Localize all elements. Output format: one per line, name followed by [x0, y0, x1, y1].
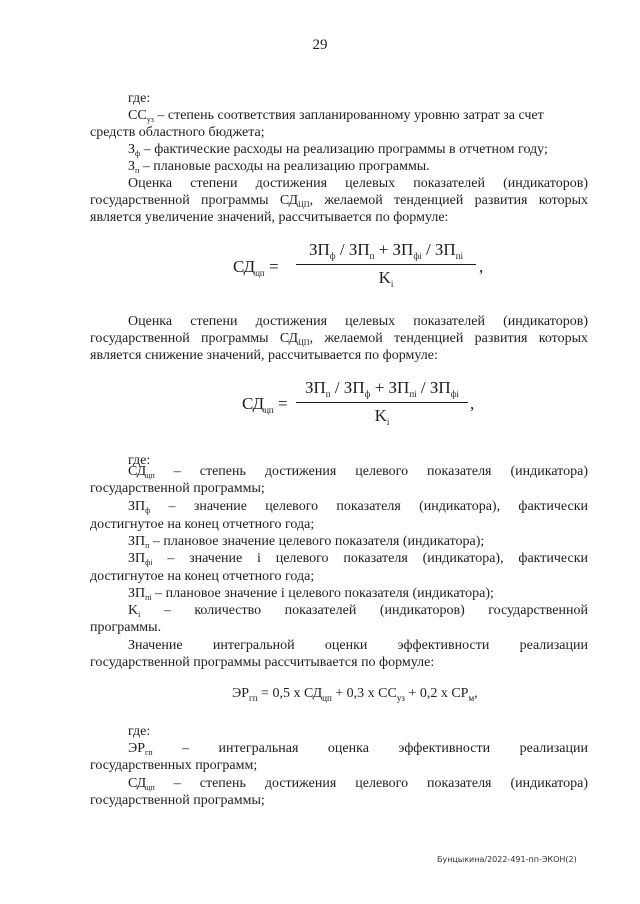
formula-3: $ЭР_{гп} = 0,5$ х $СД_{цп} + 0,3$ х $СС_{уз} + 0,2$ х $СР_м$,	[232, 686, 478, 703]
document-footer-code: Бунцыкина/2022-491-пп-ЭКОН(2)	[437, 855, 577, 864]
text-line: $З_ф$ – фактические расходы на реализацию программы в отчетном году;	[128, 142, 548, 158]
text-line: государственной программы;	[90, 481, 265, 496]
text-line: государственной программы рассчитывается по формуле:	[90, 655, 435, 670]
text-line: $K_i$ – количество показателей (индикаторов) государственной	[128, 603, 588, 619]
text-line: является снижение значений, рассчитывается по формуле:	[90, 348, 438, 363]
text-line: государственных программ;	[90, 758, 258, 773]
formula-2-fraction: $ЗП_п / ЗП_ф + ЗП_{пi} / ЗП_{фi}$ $K_i$	[296, 378, 468, 426]
text-line: государственной программы $СД_{ЦП}$, желаемой тенденцией развития которых	[90, 193, 588, 209]
text-line: является увеличение значений, рассчитывается по формуле:	[90, 210, 449, 225]
text-line: $З_п$ – плановые расходы на реализацию программы.	[128, 159, 430, 175]
text-line: средств областного бюджета;	[90, 125, 265, 140]
text-line: Оценка степени достижения целевых показателей (индикаторов)	[128, 314, 588, 329]
text-line: $СС_{уз}$ – степень соответствия запланированному уровню затрат за счет	[128, 108, 544, 124]
text-line: где:	[128, 91, 151, 106]
text-line: $СД_{цп}$ – степень достижения целевого показателя (индикатора)	[128, 464, 588, 480]
text-line: достигнутое на конец отчетного года;	[90, 517, 315, 532]
text-line: Значение интегральной оценки эффективности реализации	[128, 638, 588, 653]
formula-2-comma: ,	[470, 394, 475, 413]
text-line: $ЗП_{фi}$ – значение i целевого показателя (индикатора), фактически	[128, 551, 588, 567]
text-line: где:	[128, 724, 151, 739]
formula-1-fraction: $ЗП_ф / ЗП_п + ЗП_{фi} / ЗП_{пi}$ $K_i$	[296, 240, 476, 288]
text-line: государственной программы;	[90, 793, 265, 808]
text-line: где:	[128, 453, 151, 468]
text-line: $ЗП_{пi}$ – плановое значение i целевого показателя (индикатора);	[128, 586, 494, 602]
formula-1-comma: ,	[479, 257, 484, 276]
formula-2-lhs: $СД_{цп}$ =	[242, 394, 288, 415]
text-line: $ЭР_{гп}$ – интегральная оценка эффективности реализации	[128, 741, 588, 757]
text-line: достигнутое на конец отчетного года;	[90, 569, 315, 584]
text-line: $ЗП_п$ – плановое значение целевого показателя (индикатора);	[128, 534, 485, 550]
text-line: Оценка степени достижения целевых показателей (индикаторов)	[128, 176, 588, 191]
formula-1-lhs: $СД_{цп}$ =	[233, 257, 279, 278]
text-line: государственной программы $СД_{ЦП}$, желаемой тенденцией развития которых	[90, 331, 588, 347]
page-number: 29	[312, 37, 328, 53]
text-line: $ЗП_ф$ – значение целевого показателя (индикатора), фактически	[128, 499, 588, 515]
text-line: $СД_{цп}$ – степень достижения целевого показателя (индикатора)	[128, 776, 588, 792]
text-line: программы.	[90, 620, 162, 635]
